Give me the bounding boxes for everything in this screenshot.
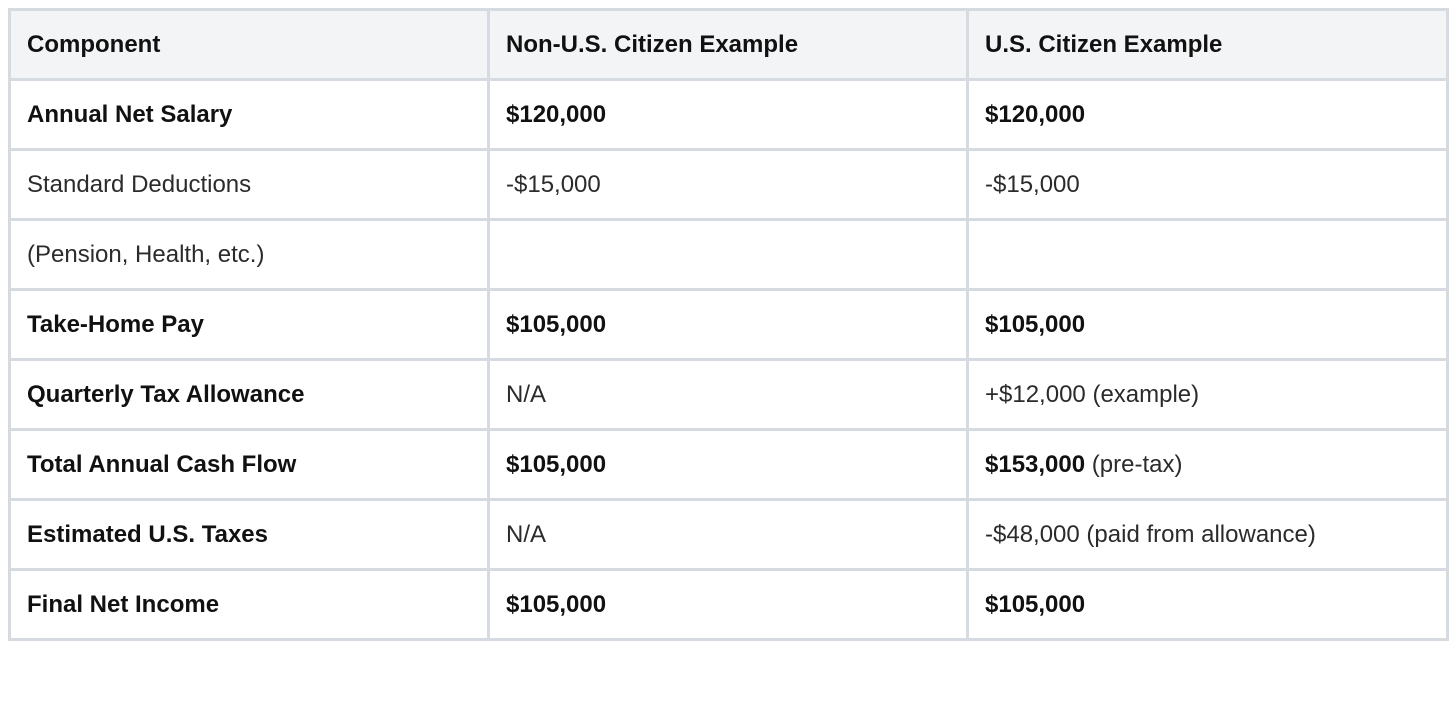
cell-us-note: (paid from allowance) [1079,520,1316,548]
cell-non-us-value: $105,000 [489,430,968,500]
cell-non-us-value: $105,000 [489,570,968,640]
table-row [10,290,1448,360]
cell-us-value [968,290,1448,360]
salary-comparison-table [8,8,1449,641]
cell-us-amount: $120,000 [985,100,1086,128]
cell-us-amount: -$48,000 [985,520,1080,548]
cell-non-us-value: $120,000 [489,80,968,150]
table-header-row [10,10,1448,80]
cell-component: Final Net Income [10,570,489,640]
cell-us-amount: $105,000 [985,310,1086,338]
cell-non-us-value: N/A [489,500,968,570]
table-row [10,150,1448,220]
cell-us-note: (pre-tax) [1085,450,1183,478]
comparison-table-container [8,8,1446,641]
cell-us-amount: $153,000 [985,450,1086,478]
cell-us-value [968,150,1448,220]
cell-us-amount: -$15,000 [985,170,1080,198]
cell-component: (Pension, Health, etc.) [10,220,489,290]
table-row [10,360,1448,430]
cell-us-note: (example) [1085,380,1200,408]
cell-non-us-value: N/A [489,360,968,430]
cell-non-us-value: -$15,000 [489,150,968,220]
cell-us-value [968,500,1448,570]
cell-us-value [968,80,1448,150]
cell-us-value [968,360,1448,430]
cell-us-value [968,430,1448,500]
cell-component: Take-Home Pay [10,290,489,360]
header-component: Component [10,10,489,80]
table-row [10,430,1448,500]
cell-component: Annual Net Salary [10,80,489,150]
cell-us-amount: $105,000 [985,590,1086,618]
cell-us-amount: +$12,000 [985,380,1086,408]
cell-us-value [968,570,1448,640]
cell-component: Standard Deductions [10,150,489,220]
cell-component: Total Annual Cash Flow [10,430,489,500]
header-us-citizen: U.S. Citizen Example [968,10,1448,80]
table-row [10,220,1448,290]
table-row [10,80,1448,150]
table-row [10,570,1448,640]
cell-component: Estimated U.S. Taxes [10,500,489,570]
table-row [10,500,1448,570]
cell-non-us-value [489,220,968,290]
header-non-us-citizen: Non-U.S. Citizen Example [489,10,968,80]
cell-us-value [968,220,1448,290]
cell-component: Quarterly Tax Allowance [10,360,489,430]
cell-non-us-value: $105,000 [489,290,968,360]
